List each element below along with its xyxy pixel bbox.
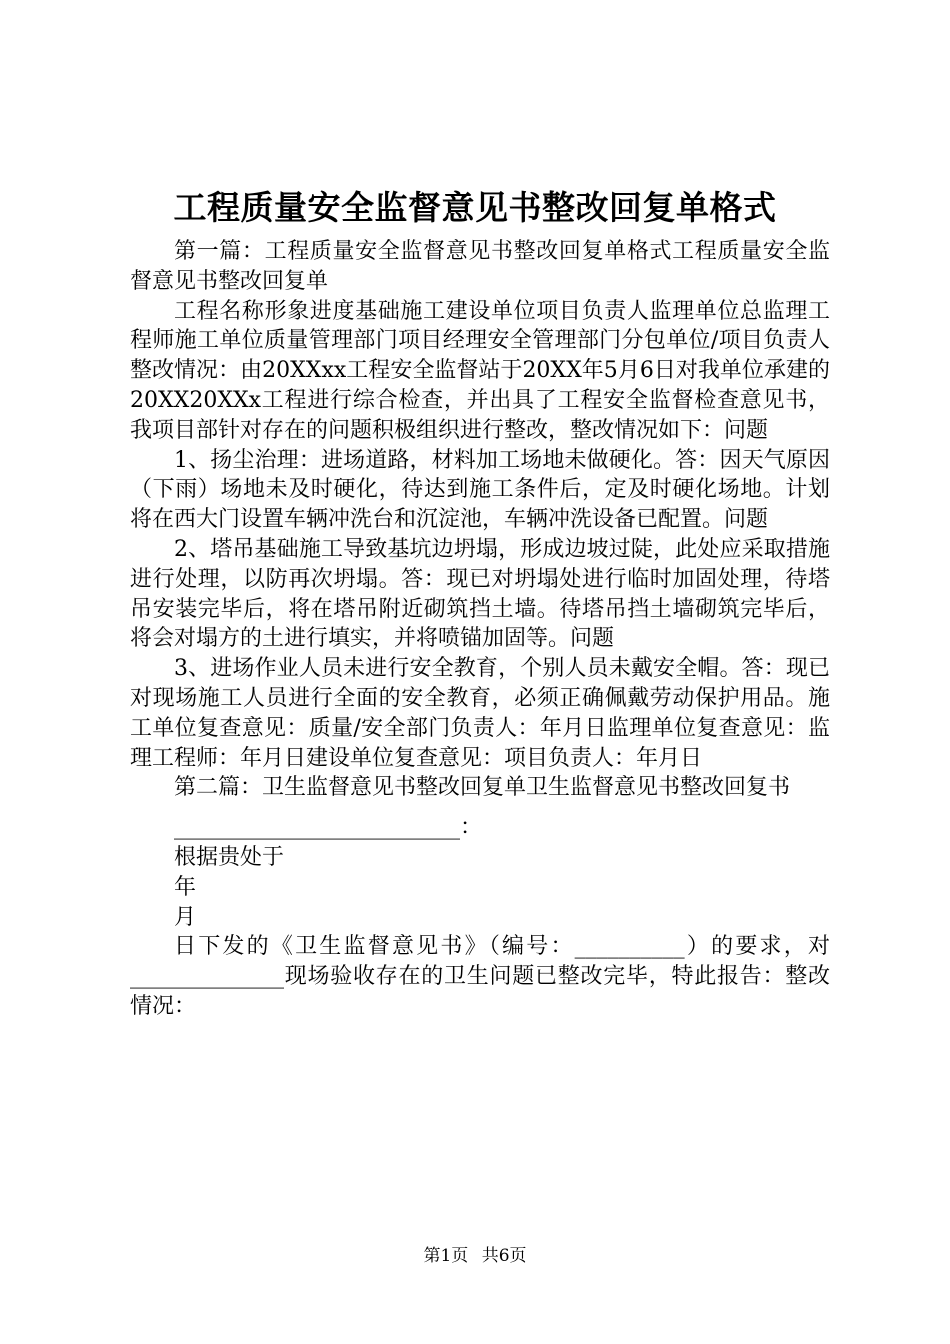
paragraph-issue-1: 1、扬尘治理：进场道路，材料加工场地未做硬化。答：因天气原因（下雨）场地未及时硬化，待达到施工条件后，定及时硬化场地。计划将在西大门设置车辆冲洗台和沉淀池，车辆冲洗设备已配置。问题 bbox=[130, 447, 830, 533]
paragraph-according: 根据贵处于 bbox=[174, 844, 285, 870]
page-number-current: 第1页 bbox=[423, 1246, 469, 1266]
paragraph-addressee-line: __________________________： bbox=[174, 815, 483, 841]
paragraph-issue-3: 3、进场作业人员未进行安全教育，个别人员未戴安全帽。答：现已对现场施工人员进行全面的安全教育，必须正确佩戴劳动保护用品。施工单位复查意见：质量/安全部门负责人：年月日监理单位复查意见：监理工程师：年月日建设单位复查意见：项目负责人：年月日 bbox=[130, 656, 830, 771]
paragraph-year: 年 bbox=[174, 874, 197, 900]
paragraph-intro-part2: 第二篇：卫生监督意见书整改回复单卫生监督意见书整改回复书 bbox=[174, 775, 791, 801]
document-body bbox=[130, 237, 830, 1022]
paragraph-intro-part1: 第一篇：工程质量安全监督意见书整改回复单格式工程质量安全监督意见书整改回复单 bbox=[130, 239, 830, 294]
paragraph-rectification-report: 日下发的《卫生监督意见书》（编号：__________）的要求，对______________现场验收存在的卫生问题已整改完毕，特此报告：整改情况： bbox=[130, 934, 830, 1019]
paragraph-month: 月 bbox=[174, 904, 197, 930]
document-title: 工程质量安全监督意见书整改回复单格式 bbox=[173, 188, 777, 227]
paragraph-project-info: 工程名称形象进度基础施工建设单位项目负责人监理单位总监理工程师施工单位质量管理部门项目经理安全管理部门分包单位/项目负责人整改情况：由20XXxx工程安全监督站于20XX年5月6日对我单位承建的20XX20XXx工程进行综合检查，并出具了工程安全监督检查意见书，我项目部针对存在的问题积极组织进行整改，整改情况如下：问题 bbox=[130, 298, 830, 443]
page-footer bbox=[0, 1244, 950, 1268]
page-number-total: 共6页 bbox=[481, 1246, 527, 1266]
paragraph-issue-2: 2、塔吊基础施工导致基坑边坍塌，形成边坡过陡，此处应采取措施进行处理，以防再次坍塌。答：现已对坍塌处进行临时加固处理，待塔吊安装完毕后，将在塔吊附近砌筑挡土墙。待塔吊挡土墙砌筑完毕后，将会对塌方的土进行填实，并将喷锚加固等。问题 bbox=[130, 536, 830, 652]
